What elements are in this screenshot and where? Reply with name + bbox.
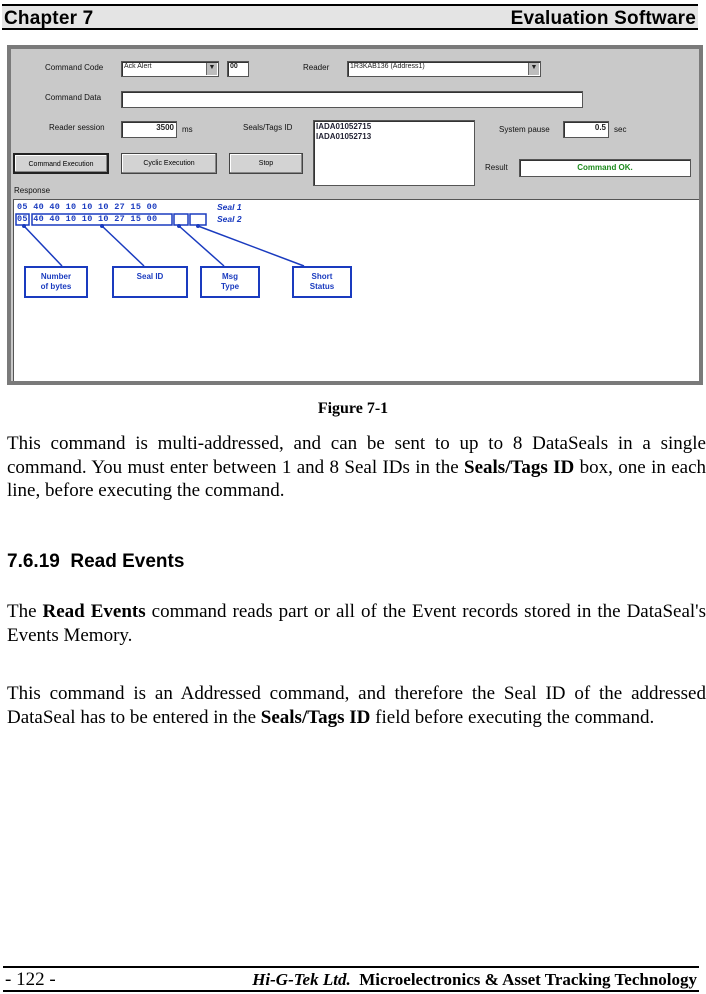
reader-select[interactable]	[347, 61, 541, 77]
para-text: The	[7, 601, 43, 622]
callout-number-of-bytes: Number of bytes	[24, 266, 88, 298]
seal-id-line: IADA01052715	[316, 122, 372, 131]
evaluation-software-window	[11, 49, 699, 381]
figure-caption: Figure 7-1	[317, 400, 389, 417]
company-name: Hi-G-Tek Ltd.	[252, 970, 351, 989]
para-text: This command is an Addressed command, and therefore the Seal ID of the addressed DataSeal has to be entered in the	[7, 683, 706, 728]
cyclic-execution-button[interactable]: Cyclic Execution	[121, 153, 217, 174]
command-code-number[interactable]: 00	[227, 61, 249, 77]
chapter-title: Evaluation Software	[510, 8, 696, 29]
reader-session-input[interactable]: 3500	[121, 121, 177, 138]
command-code-select[interactable]	[121, 61, 219, 77]
response-seal-label: Seal 1	[217, 202, 242, 212]
seal-id-line: IADA01052713	[316, 132, 372, 141]
callout-short-status: Short Status	[292, 266, 352, 298]
command-code-value: Ack Alert	[124, 63, 152, 70]
command-execution-button[interactable]: Command Execution	[13, 153, 109, 174]
page-number: - 122 -	[5, 969, 56, 990]
paragraph-addressed-command	[7, 682, 706, 729]
page-footer	[3, 966, 699, 992]
figure-screenshot	[7, 45, 703, 385]
para-text: box, one in each line, before executing the command.	[7, 456, 706, 501]
system-pause-label: System pause	[499, 125, 550, 134]
stop-button[interactable]: Stop	[229, 153, 303, 174]
system-pause-input[interactable]: 0.5	[563, 121, 609, 138]
section-heading	[7, 551, 184, 573]
section-title: Read Events	[70, 551, 185, 572]
response-hex-row: 05 40 40 10 10 10 27 15 00	[17, 202, 158, 212]
para-text: field before executing the command.	[370, 706, 655, 728]
paragraph-multi-addressed	[7, 432, 706, 503]
reader-label: Reader	[303, 63, 330, 72]
result-value: Command OK.	[519, 159, 691, 177]
chevron-down-icon[interactable]: ▼	[528, 63, 539, 75]
response-seal-label: Seal 2	[217, 214, 242, 224]
system-pause-unit: sec	[614, 125, 627, 134]
para-bold: Seals/Tags ID	[464, 456, 575, 478]
para-bold: Read Events	[42, 601, 146, 622]
command-code-label: Command Code	[45, 63, 104, 72]
callout-seal-id: Seal ID	[112, 266, 188, 298]
para-text: This command is multi-addressed, and can be sent to up to 8 DataSeals in a single command. You must enter between 1 and 8 Seal IDs in the	[7, 433, 706, 478]
command-data-label: Command Data	[45, 93, 102, 102]
chapter-label: Chapter 7	[4, 8, 94, 29]
reader-session-unit: ms	[182, 125, 193, 134]
result-label: Result	[485, 163, 508, 172]
page-header	[2, 4, 698, 30]
callout-msg-type: Msg Type	[200, 266, 260, 298]
para-bold: Seals/Tags ID	[260, 706, 371, 728]
response-area	[13, 199, 699, 381]
paragraph-read-events	[7, 600, 706, 647]
response-hex-row: 05 40 40 10 10 10 27 15 00	[17, 214, 158, 224]
reader-session-label: Reader session	[49, 123, 105, 132]
para-text: command reads part or all of the Event records stored in the DataSeal's Events Memory.	[7, 601, 706, 646]
chevron-down-icon[interactable]: ▼	[206, 63, 217, 75]
company-tagline: Microelectronics & Asset Tracking Technology	[359, 970, 697, 989]
company-line	[252, 970, 697, 990]
response-label: Response	[14, 186, 51, 195]
section-number: 7.6.19	[7, 551, 60, 572]
command-data-input[interactable]	[121, 91, 583, 108]
seals-tags-input[interactable]	[313, 120, 475, 186]
reader-value: 1R3KAB136 (Address1)	[350, 63, 425, 70]
seals-tags-label: Seals/Tags ID	[243, 123, 293, 132]
